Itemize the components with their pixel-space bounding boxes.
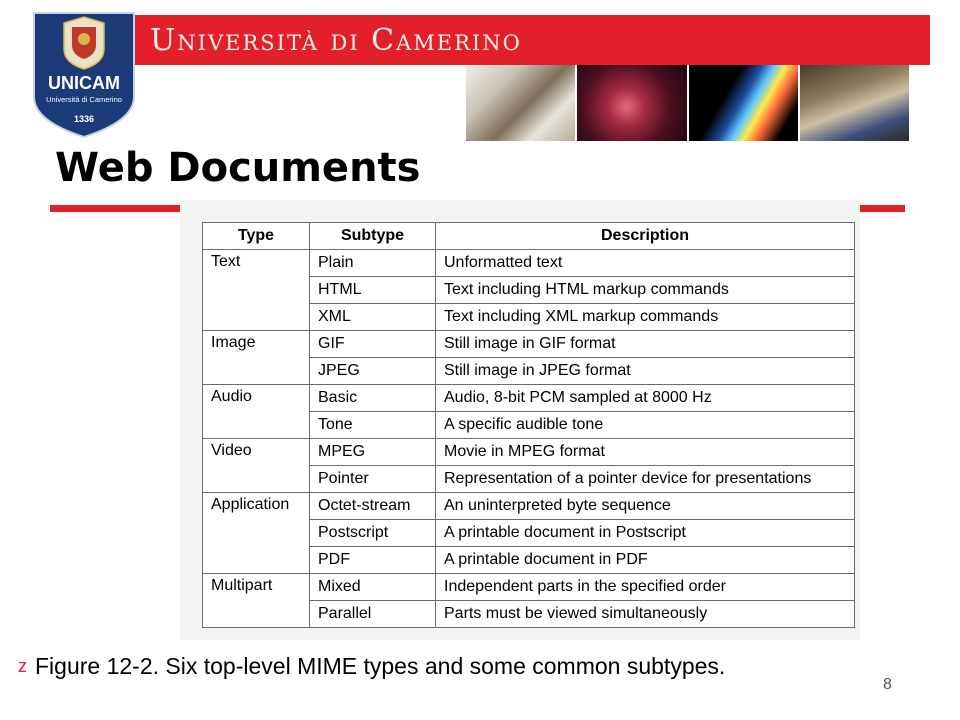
logo-subtext: Università di Camerino — [46, 95, 122, 104]
logo-year: 1336 — [73, 114, 95, 124]
header-type: Type — [203, 223, 310, 250]
caption-text: Figure 12-2. Six top-level MIME types and some common subtypes. — [35, 653, 726, 679]
header-subtype: Subtype — [310, 223, 436, 250]
subtype-cell: GIF — [310, 331, 436, 358]
subtype-cell: JPEG — [310, 358, 436, 385]
description-cell: Still image in JPEG format — [436, 358, 855, 385]
table-row — [203, 250, 855, 277]
table-body — [203, 250, 855, 628]
description-cell: Unformatted text — [436, 250, 855, 277]
description-cell: Independent parts in the specified order — [436, 574, 855, 601]
photo-student-laptop — [800, 65, 909, 141]
photo-laboratory — [577, 65, 686, 141]
header-photo-strip — [466, 65, 909, 141]
table-header-row — [203, 223, 855, 250]
title-rule-right — [860, 205, 905, 212]
subtype-cell: Basic — [310, 385, 436, 412]
type-cell: Multipart — [203, 574, 310, 628]
table-row — [203, 439, 855, 466]
photo-light-spectrum — [689, 65, 798, 141]
crest-icon — [64, 17, 104, 69]
university-name: Università di Camerino — [150, 23, 522, 58]
type-cell: Video — [203, 439, 310, 493]
description-cell: Movie in MPEG format — [436, 439, 855, 466]
z-bullet-icon: z — [18, 656, 27, 676]
table-row — [203, 385, 855, 412]
description-cell: Text including XML markup commands — [436, 304, 855, 331]
photo-students — [466, 65, 575, 141]
subtype-cell: Postscript — [310, 520, 436, 547]
type-cell: Image — [203, 331, 310, 385]
figure-caption — [18, 650, 725, 682]
subtype-cell: Mixed — [310, 574, 436, 601]
description-cell: Text including HTML markup commands — [436, 277, 855, 304]
unicam-logo — [30, 9, 138, 141]
description-cell: Still image in GIF format — [436, 331, 855, 358]
table-row — [203, 331, 855, 358]
description-cell: A printable document in Postscript — [436, 520, 855, 547]
subtype-cell: XML — [310, 304, 436, 331]
description-cell: Parts must be viewed simultaneously — [436, 601, 855, 628]
subtype-cell: Plain — [310, 250, 436, 277]
description-cell: Audio, 8-bit PCM sampled at 8000 Hz — [436, 385, 855, 412]
page-number: 8 — [883, 676, 892, 693]
logo-name: UNICAM — [48, 73, 120, 93]
mime-types-table — [202, 222, 855, 628]
header-description: Description — [436, 223, 855, 250]
subtype-cell: Octet-stream — [310, 493, 436, 520]
title-rule-left — [50, 205, 180, 212]
type-cell: Text — [203, 250, 310, 331]
type-cell: Application — [203, 493, 310, 574]
description-cell: An uninterpreted byte sequence — [436, 493, 855, 520]
subtype-cell: Parallel — [310, 601, 436, 628]
slide-title: Web Documents — [55, 145, 421, 191]
description-cell: A printable document in PDF — [436, 547, 855, 574]
subtype-cell: Tone — [310, 412, 436, 439]
subtype-cell: HTML — [310, 277, 436, 304]
description-cell: A specific audible tone — [436, 412, 855, 439]
table-row — [203, 574, 855, 601]
type-cell: Audio — [203, 385, 310, 439]
subtype-cell: MPEG — [310, 439, 436, 466]
table-row — [203, 493, 855, 520]
subtype-cell: PDF — [310, 547, 436, 574]
description-cell: Representation of a pointer device for presentations — [436, 466, 855, 493]
subtype-cell: Pointer — [310, 466, 436, 493]
